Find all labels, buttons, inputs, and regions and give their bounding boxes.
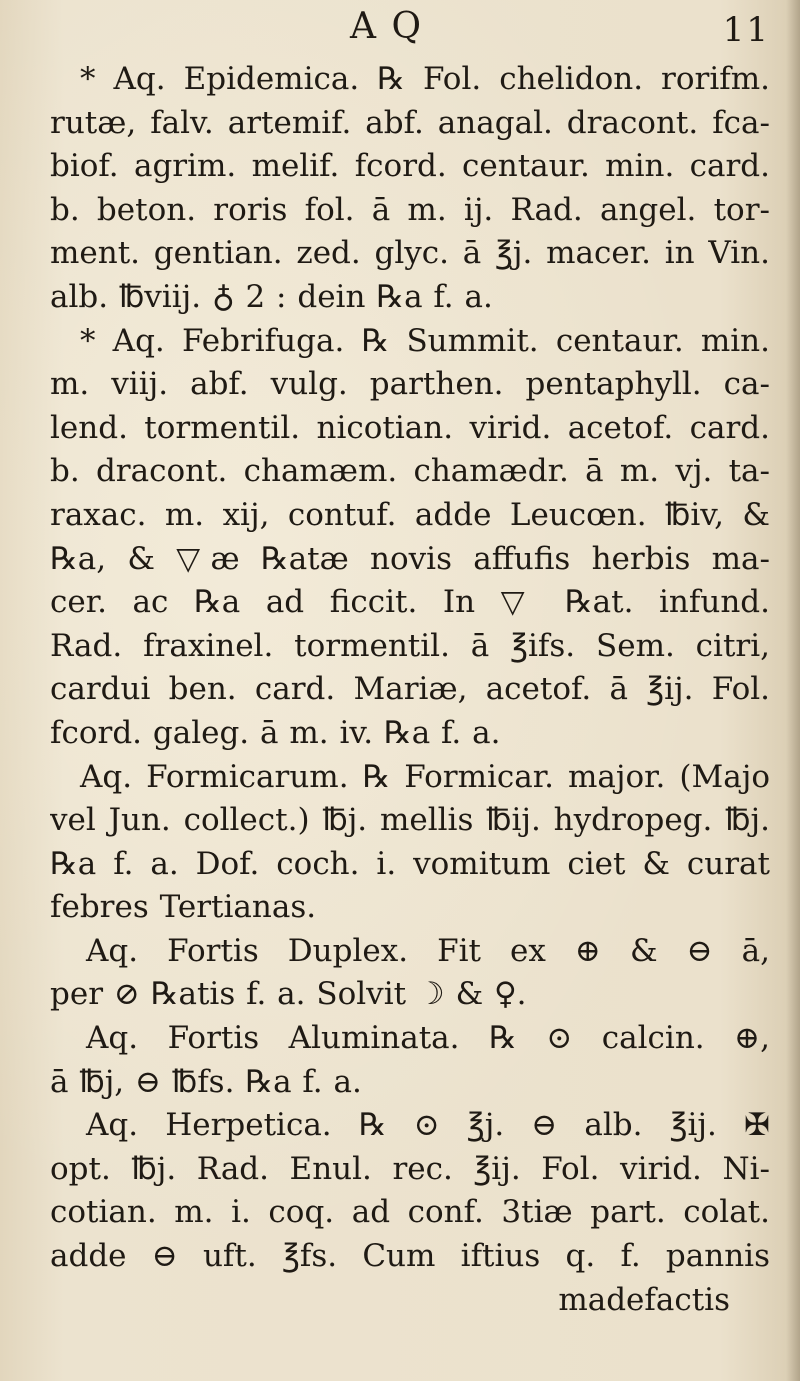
text-line: b. dracont. chamæm. chamædr. ā m. vj. ta- — [50, 453, 770, 490]
text-line: alb. ℔viij. ♁ 2 : dein ℞a f. a. — [50, 278, 493, 315]
page-gutter-shadow — [786, 0, 800, 1381]
text-line: ℞a f. a. Dof. coch. i. vomitum ciet & curat — [50, 845, 770, 882]
page-number: 11 — [722, 10, 770, 50]
text-line: ment. gentian. zed. glyc. ā ℥j. macer. in Vin. — [50, 235, 770, 272]
text-line: b. beton. roris fol. ā m. ij. Rad. angel. tor- — [50, 191, 770, 228]
text-line: vel Jun. collect.) ℔j. mellis ℔ij. hydropeg. ℔j. — [50, 802, 770, 839]
text-line: Aq. Fortis Aluminata. ℞ ⊙ calcin. ⊕, — [86, 1020, 770, 1057]
text-line: opt. ℔j. Rad. Enul. rec. ℥ij. Fol. virid. Ni- — [50, 1150, 770, 1187]
text-line: adde ⊖ uft. ℥fs. Cum iftius q. f. pannis — [50, 1238, 770, 1275]
text-line: lend. tormentil. nicotian. virid. acetof. card. — [50, 409, 770, 446]
text-line: cardui ben. card. Mariæ, acetof. ā ℥ij. Fol. — [50, 671, 770, 708]
text-line: * Aq. Epidemica. ℞ Fol. chelidon. rorifm. — [80, 61, 770, 97]
text-line: * Aq. Febrifuga. ℞ Summit. centaur. min. — [80, 322, 770, 359]
page-text — [50, 58, 770, 1322]
text-line: febres Tertianas. — [50, 889, 317, 926]
text-line: raxac. m. xij, contuf. adde Leucœn. ℔iv, & — [50, 496, 770, 533]
text-line: Aq. Herpetica. ℞ ⊙ ℥j. ⊖ alb. ℥ij. ✠ — [86, 1107, 770, 1144]
text-line: cer. ac ℞a ad ficcit. In ▽ ℞at. infund. — [50, 584, 770, 621]
text-line: rutæ, falv. artemif. abf. anagal. dracont. fca- — [50, 104, 770, 141]
text-line: ā ℔j, ⊖ ℔fs. ℞a f. a. — [50, 1063, 362, 1100]
page-header — [0, 2, 800, 52]
text-line: Aq. Formicarum. ℞ Formicar. major. (Majo — [80, 758, 770, 795]
text-line: m. viij. abf. vulg. parthen. pentaphyll. ca- — [50, 366, 770, 403]
text-line: cotian. m. i. coq. ad conf. 3tiæ part. colat. — [50, 1194, 770, 1231]
running-head-signature: A Q — [350, 6, 423, 47]
text-line: biof. agrim. melif. fcord. centaur. min. card. — [50, 148, 770, 185]
text-line: fcord. galeg. ā m. iv. ℞a f. a. — [50, 714, 501, 751]
text-line: Aq. Fortis Duplex. Fit ex ⊕ & ⊖ ā, — [86, 932, 770, 969]
text-line: madefactis — [558, 1281, 730, 1318]
text-line: per ⊘ ℞atis f. a. Solvit ☽ & ♀. — [50, 976, 527, 1013]
text-line: ℞a, & ▽æ ℞atæ novis affufis herbis ma- — [50, 540, 770, 577]
text-line: Rad. fraxinel. tormentil. ā ℥ifs. Sem. citri, — [50, 627, 770, 664]
